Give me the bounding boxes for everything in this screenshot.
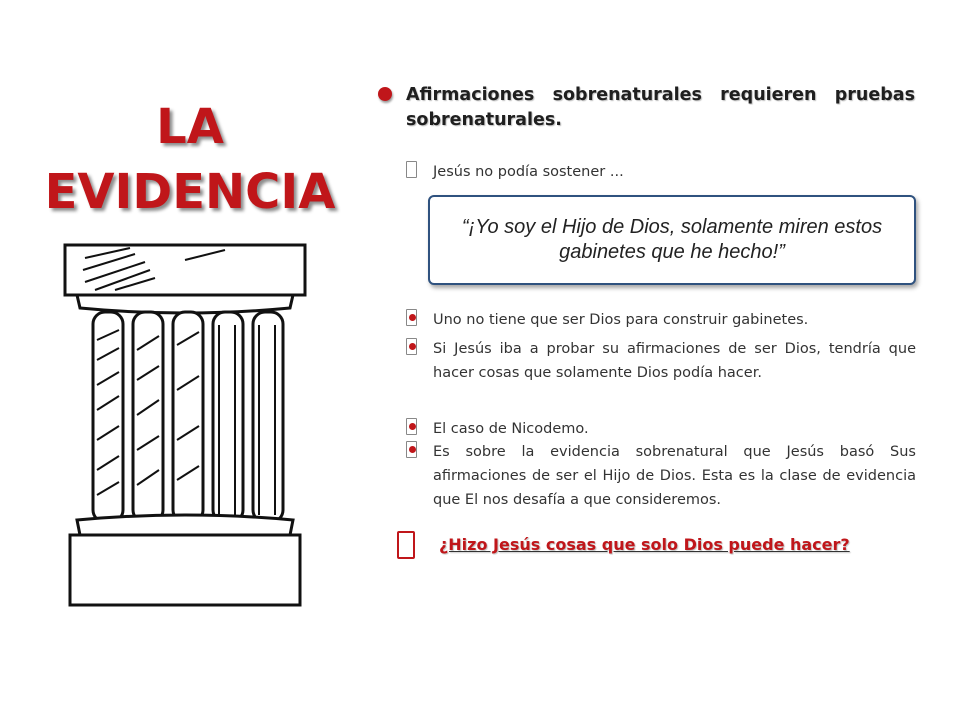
sub-bullet-item-text: Uno no tiene que ser Dios para construir gabinetes.: [433, 312, 809, 328]
bullet-dot-icon: [409, 314, 416, 321]
key-question-text: ¿Hizo Jesús cosas que solo Dios puede hacer?: [439, 535, 850, 554]
sub-bullet-item: [408, 308, 916, 332]
sub-bullet-item: [408, 417, 916, 441]
missing-glyph-icon: [397, 531, 415, 559]
sub-bullet-item-text: Si Jesús iba a probar su afirmaciones de ser Dios, tendría que hacer cosas que solamente Dios podía hacer.: [433, 341, 916, 381]
sub-bullet-item-text: Es sobre la evidencia sobrenatural que Jesús basó Sus afirmaciones de ser el Hijo de Dios. Esta es la clase de evidencia que El nos desafía a que consideremos.: [433, 444, 916, 508]
quote-box: “¡Yo soy el Hijo de Dios, solamente miren estos gabinetes que he hecho!”: [428, 195, 916, 285]
sub-bullet-intro: [408, 160, 708, 184]
main-bullet: [378, 83, 915, 133]
sub-bullet-item: [408, 440, 916, 512]
bullet-dot-icon: [409, 446, 416, 453]
bullet-dot-icon: [378, 87, 392, 101]
sub-bullet-intro-text: Jesús no podía sostener ...: [433, 164, 624, 180]
sub-bullet-item-text: El caso de Nicodemo.: [433, 421, 589, 437]
bullet-dot-icon: [409, 343, 416, 350]
slide-title-line-1: LA: [156, 99, 224, 155]
missing-glyph-icon: [406, 161, 417, 178]
slide-title-line-2: EVIDENCIA: [44, 164, 336, 220]
bullet-dot-icon: [409, 423, 416, 430]
main-bullet-text: Afirmaciones sobrenaturales requieren pruebas sobrenaturales.: [406, 85, 915, 130]
sub-bullet-item: [408, 337, 916, 385]
greek-column-icon: [55, 240, 315, 610]
